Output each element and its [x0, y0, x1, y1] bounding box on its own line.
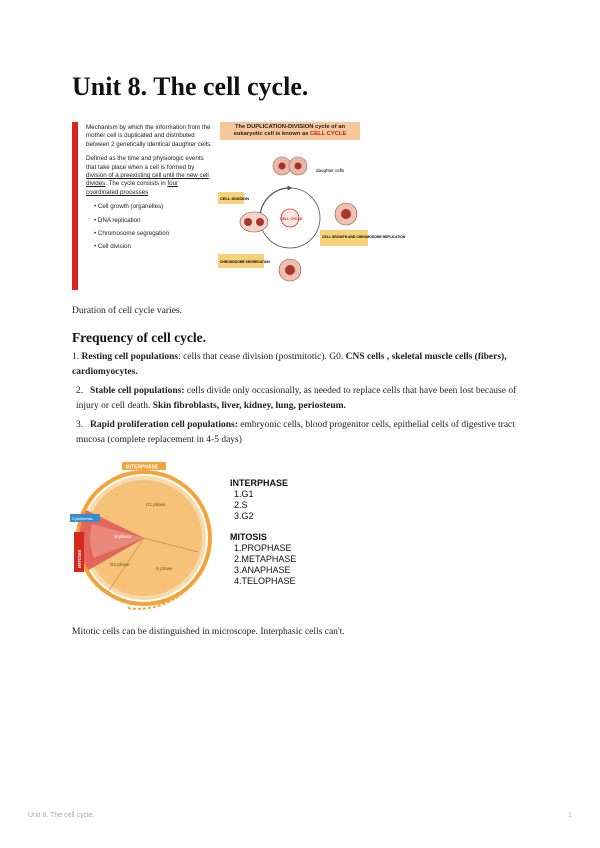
label-cell-division: CELL DIVISION: [220, 196, 250, 201]
duration-note: Duration of cell cycle varies.: [72, 306, 182, 316]
phase-item: 4.TELOPHASE: [234, 576, 296, 586]
frequency-heading: Frequency of cell cycle.: [72, 330, 206, 345]
footer-title: Unit 8. The cell cycle.: [28, 812, 95, 819]
label-cell-growth: CELL GROWTH AND CHROMOSOME REPLICATION: [322, 235, 406, 239]
phase-item: 1.G1: [234, 489, 254, 499]
phase-item: 3.ANAPHASE: [234, 565, 291, 575]
slide-bullet: • Cell division: [94, 243, 212, 251]
slide-accent-bar: [72, 122, 78, 290]
slide-bullet: • DNA replication: [94, 217, 212, 225]
slide-bullet: • Chromosome segregation: [94, 230, 212, 238]
slide-para2: Defined as the time and physiologic events that take place when a cell is formed by division of a preexisting cell until the new cell divides. The cycle consists in four coordinated processes: [86, 155, 209, 196]
mitosis-heading: MITOSIS: [230, 532, 267, 542]
phase-list: [230, 478, 296, 587]
s-phase-text: S phase: [156, 566, 173, 571]
page-number: 1: [568, 812, 572, 819]
phase-item: 3.G2: [234, 511, 254, 521]
phase-item: 2.S: [234, 500, 248, 510]
slide-para1: Mechanism by which the information from the mother cell is duplicated and distributed between 2 genetically identical daughter cells.: [86, 124, 212, 148]
slide-text: [86, 124, 212, 257]
label-cell-cycle: CELL CYCLE: [280, 217, 303, 221]
frequency-item-2: 2. Stable cell populations: cells divide only occasionally, as needed to replace cells that have been lost because of injury or cell death. Skin fibroblasts, liver, kidney, lung, periosteum.: [76, 386, 517, 411]
m-phase-text: M phase: [114, 534, 132, 539]
cell-cycle-slide-image: [72, 122, 406, 290]
interphase-arc-label: INTERPHASE: [126, 464, 159, 471]
slide-bullet: • Cell growth (organelles): [94, 203, 212, 211]
page-title: Unit 8. The cell cycle.: [72, 72, 309, 101]
phase-item: 2.METAPHASE: [234, 554, 297, 564]
mitosis-arc-label: MITOSIS: [77, 549, 82, 568]
slide-header: The DUPLICATION-DIVISION cycle of an eukaryotic cell is known as CELL CYCLE: [220, 122, 360, 140]
mitotic-note: Mitotic cells can be distinguished in microscope. Interphasic cells can't.: [72, 627, 345, 637]
cell-cycle-diagram: [68, 462, 214, 612]
frequency-item-1: 1. Resting cell populations: cells that cease division (postmitotic). G0. CNS cells , skeletal muscle cells (fibers), cardiomyocytes.: [72, 352, 507, 377]
g2-phase-text: G2 phase: [110, 562, 130, 567]
cell-cycle-mini-diagram: [218, 142, 406, 290]
slide-bullets: [94, 203, 212, 252]
interphase-heading: INTERPHASE: [230, 478, 289, 488]
frequency-item-3: 3. Rapid proliferation cell populations: embryonic cells, blood progenitor cells, epithelial cells of digestive tract mucosa (complete replacement in 4-5 days): [76, 420, 515, 445]
label-segregation: CHROMOSOME SEGREGATION: [220, 260, 270, 264]
cytokinesis-label: Cytokinesis: [72, 516, 93, 521]
phase-item: 1.PROPHASE: [234, 543, 292, 553]
label-daughter-cells: daughter cells: [316, 168, 345, 173]
g1-phase-text: G1 phase: [146, 502, 166, 507]
